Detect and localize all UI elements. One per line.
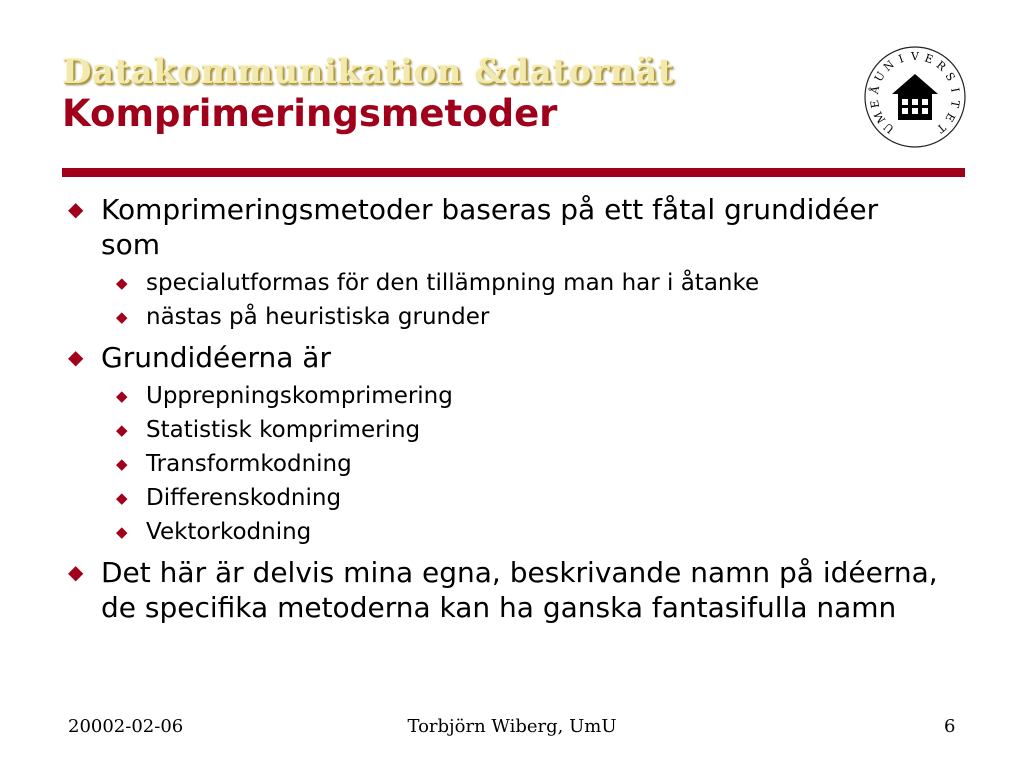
logo-letter: Å [868, 84, 883, 96]
bullet-group [64, 555, 944, 625]
bullet-group [64, 340, 944, 549]
slide-title: Komprimeringsmetoder [62, 92, 558, 135]
logo-letter: S [942, 70, 958, 84]
university-logo [862, 44, 968, 150]
bullet-item [64, 192, 944, 262]
sub-bullet-item [64, 447, 944, 481]
diamond-bullet-icon: ◆ [116, 523, 128, 541]
logo-letter: I [948, 86, 962, 94]
bullet-group [64, 192, 944, 334]
diamond-bullet-icon: ◆ [68, 560, 84, 584]
logo-letter: T [934, 120, 949, 136]
logo-letter: E [922, 51, 935, 67]
sub-bullet-item [64, 300, 944, 334]
logo-letter: V [911, 50, 919, 63]
diamond-bullet-icon: ◆ [116, 387, 128, 405]
sub-bullet-text: specialutformas för den tillämpning man har i åtanke [146, 270, 760, 296]
logo-letter: T [947, 99, 962, 109]
bullet-item [64, 340, 944, 375]
bullet-text: Det här är delvis mina egna, beskrivande namn på idéerna, de specifika metoderna kan ha ganska fantasifulla namn [101, 556, 938, 624]
logo-letter: E [942, 110, 958, 124]
footer-author: Torbjörn Wiberg, UmU [407, 716, 617, 737]
diamond-bullet-icon: ◆ [68, 197, 84, 221]
bullet-text: Grundidéerna är [101, 341, 331, 374]
sub-bullet-text: Vektorkodning [146, 519, 312, 545]
sub-bullet-item [64, 266, 944, 300]
diamond-bullet-icon: ◆ [116, 308, 128, 326]
sub-bullet-text: nästas på heuristiska grunder [146, 304, 490, 330]
sub-bullet-item [64, 413, 944, 447]
logo-letter: U [872, 69, 888, 85]
sub-bullet-text: Upprepningskomprimering [146, 383, 453, 409]
bullet-list [64, 192, 944, 631]
sub-bullet-item [64, 481, 944, 515]
logo-letter: U [881, 120, 897, 136]
sub-bullet-text: Statistisk komprimering [146, 417, 421, 443]
logo-letter: N [881, 57, 897, 75]
logo-letter: I [896, 52, 906, 66]
bullet-item [64, 555, 944, 625]
logo-letter: R [933, 58, 949, 74]
diamond-bullet-icon: ◆ [68, 345, 84, 369]
page-number: 6 [944, 716, 956, 737]
sub-bullet-text: Transformkodning [146, 451, 352, 477]
house-body [898, 94, 932, 120]
title-divider [62, 168, 965, 177]
sub-bullet-item [64, 515, 944, 549]
logo-letter: E [868, 98, 883, 110]
bullet-text: Komprimeringsmetoder baseras på ett fåtal grundidéer som [101, 193, 879, 261]
diamond-bullet-icon: ◆ [116, 489, 128, 507]
diamond-bullet-icon: ◆ [116, 421, 128, 439]
course-title: Datakommunikation &datornät [62, 52, 674, 92]
sub-bullet-text: Differenskodning [146, 485, 342, 511]
diamond-bullet-icon: ◆ [116, 274, 128, 292]
footer-date: 20002-02-06 [68, 716, 184, 737]
logo-letter: M [871, 109, 889, 126]
sub-bullet-item [64, 379, 944, 413]
diamond-bullet-icon: ◆ [116, 455, 128, 473]
